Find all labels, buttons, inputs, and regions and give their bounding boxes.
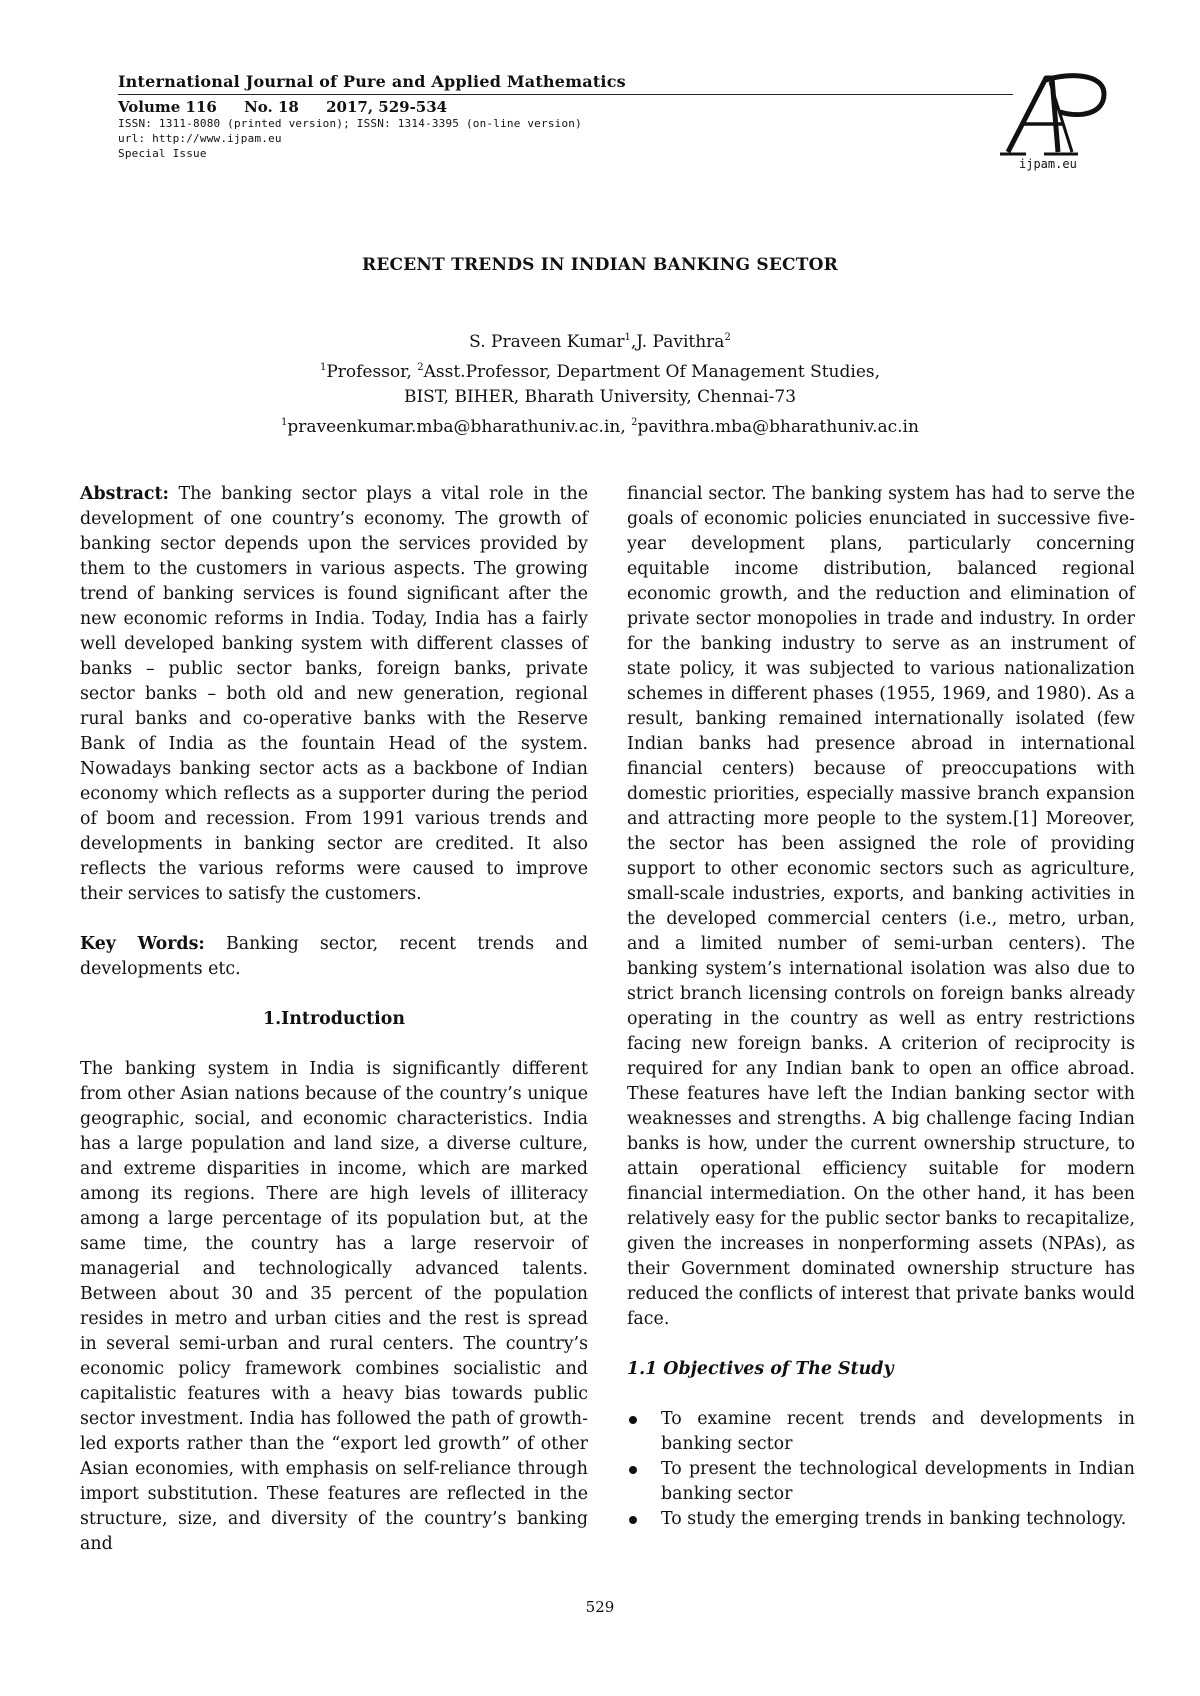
bullet-icon	[629, 1416, 637, 1424]
paper-title: RECENT TRENDS IN INDIAN BANKING SECTOR	[362, 255, 838, 275]
bullet-icon	[629, 1516, 637, 1524]
email-2: pavithra.mba@bharathuniv.ac.in	[637, 417, 919, 437]
journal-title: International Journal of Pure and Applied Mathematics	[118, 72, 626, 91]
list-item	[627, 1457, 1135, 1507]
email-sup-1: 1	[281, 417, 288, 428]
journal-logo	[1000, 72, 1120, 182]
journal-header	[118, 72, 1016, 161]
objective-text: To present the technological developments in Indian banking sector	[661, 1459, 1135, 1504]
objective-text: To examine recent trends and developments in banking sector	[661, 1409, 1135, 1454]
journal-url: url: http://www.ijpam.eu	[118, 132, 282, 145]
abstract-label: Abstract:	[80, 484, 169, 504]
email-1: praveenkumar.mba@bharathuniv.ac.in,	[287, 417, 632, 437]
section-heading-objectives: 1.1 Objectives of The Study	[627, 1359, 894, 1379]
author-names	[0, 325, 1200, 355]
list-item	[627, 1407, 1135, 1457]
author-1-sup: 1	[624, 332, 631, 343]
email-sup-2: 2	[631, 417, 638, 428]
objectives-list	[627, 1407, 1135, 1532]
section-heading-introduction: 1.Introduction	[262, 1009, 405, 1029]
affil-role-2: Asst.Professor, Department Of Management Studies,	[423, 362, 881, 382]
journal-issn: ISSN: 1311-8080 (printed version); ISSN: 1314-3395 (on-line version)	[118, 117, 582, 130]
left-column	[80, 482, 588, 1557]
introduction-text-left: The banking system in India is significantly different from other Asian nations because of the country’s unique geographic, social, and economic characteristics. India has a large population and land size, a diverse culture, and extreme disparities in income, which are marked among its regions. There are high levels of illiteracy among a large percentage of its population but, at the same time, the country has a large reservoir of managerial and technologically advanced talents. Between about 30 and 35 percent of the population resides in metro and urban cities and the rest is spread in several semi-urban and rural centers. The country’s economic policy framework combines socialistic and capitalistic features with a heavy bias towards public sector investment. India has followed the path of growth-led exports rather than the “export led growth” of other Asian economies, with emphasis on self-reliance through import substitution. These features are reflected in the structure, size, and diversity of the country’s banking and	[80, 1059, 588, 1554]
author-2: ,J. Pavithra	[630, 332, 725, 352]
objective-text: To study the emerging trends in banking technology.	[661, 1509, 1127, 1529]
abstract-paragraph	[80, 482, 588, 907]
page-number: 529	[585, 1598, 615, 1616]
author-2-sup: 2	[724, 332, 731, 343]
introduction-text-right: financial sector. The banking system has had to serve the goals of economic policies enunciated in successive five-year development plans, particularly concerning equitable income distribution, balanced regional economic growth, and the reduction and elimination of private sector monopolies in trade and industry. In order for the banking industry to serve as an instrument of state policy, it was subjected to various nationalization schemes in different phases (1955, 1969, and 1980). As a result, banking remained internationally isolated (few Indian banks had presence abroad in international financial centers) because of preoccupations with domestic priorities, especially massive branch expansion and attracting more people to the system.[1] Moreover, the sector has been assigned the role of providing support to other economic sectors such as agriculture, small-scale industries, exports, and banking activities in the developed commercial centers (i.e., metro, urban, and a limited number of semi-urban centers). The banking system’s international isolation was also due to strict branch licensing controls on foreign banks already operating in the country as well as entry restrictions facing new foreign banks. A criterion of reciprocity is required for any Indian bank to open an office abroad. These features have left the Indian banking sector with weaknesses and strengths. A big challenge facing Indian banks is how, under the current ownership structure, to attain operational efficiency suitable for modern financial intermediation. On the other hand, it has been relatively easy for the public sector banks to recapitalize, given the increases in nonperforming assets (NPAs), as their Government dominated ownership structure has reduced the conflicts of interest that private banks would face.	[627, 484, 1135, 1329]
list-item	[627, 1507, 1135, 1532]
author-affiliation	[0, 355, 1200, 385]
journal-year-pages: 2017, 529-534	[326, 98, 448, 116]
journal-issue: Special Issue	[118, 147, 207, 160]
logo-url: ijpam.eu	[1019, 157, 1077, 171]
abstract-text: The banking sector plays a vital role in the development of one country’s economy. The growth of banking sector depends upon the services provided by them to the customers in various aspects. The growing trend of banking services is found significant after the new economic reforms in India. Today, India has a fairly well developed banking system with different classes of banks – public sector banks, foreign banks, private sector banks – both old and new generation, regional rural banks and co-operative banks with the Reserve Bank of India as the fountain Head of the system. Nowadays banking sector acts as a backbone of Indian economy which reflects as a supporter during the period of boom and recession. From 1991 various trends and developments in banking sector are credited. It also reflects the various reforms were caused to improve their services to satisfy the customers.	[80, 484, 588, 904]
affil-role-1: Professor,	[326, 362, 418, 382]
author-1: S. Praveen Kumar	[469, 332, 625, 352]
journal-number: No. 18	[244, 98, 299, 116]
keywords-text: Banking sector, recent trends and developments etc.	[80, 934, 588, 979]
journal-volume: Volume 116	[118, 98, 217, 116]
keywords-paragraph	[80, 932, 588, 982]
right-column	[627, 482, 1135, 1532]
journal-volume-line	[118, 98, 1016, 116]
author-block	[0, 325, 1200, 440]
author-institution: BIST, BIHER, Bharath University, Chennai-73	[403, 387, 797, 407]
keywords-label: Key Words:	[80, 934, 205, 954]
bullet-icon	[629, 1466, 637, 1474]
ap-logo-icon	[1000, 72, 1120, 156]
affil-sup-2: 2	[417, 362, 424, 373]
header-rule	[118, 94, 1013, 95]
affil-sup-1: 1	[319, 362, 327, 373]
author-emails	[0, 410, 1200, 440]
